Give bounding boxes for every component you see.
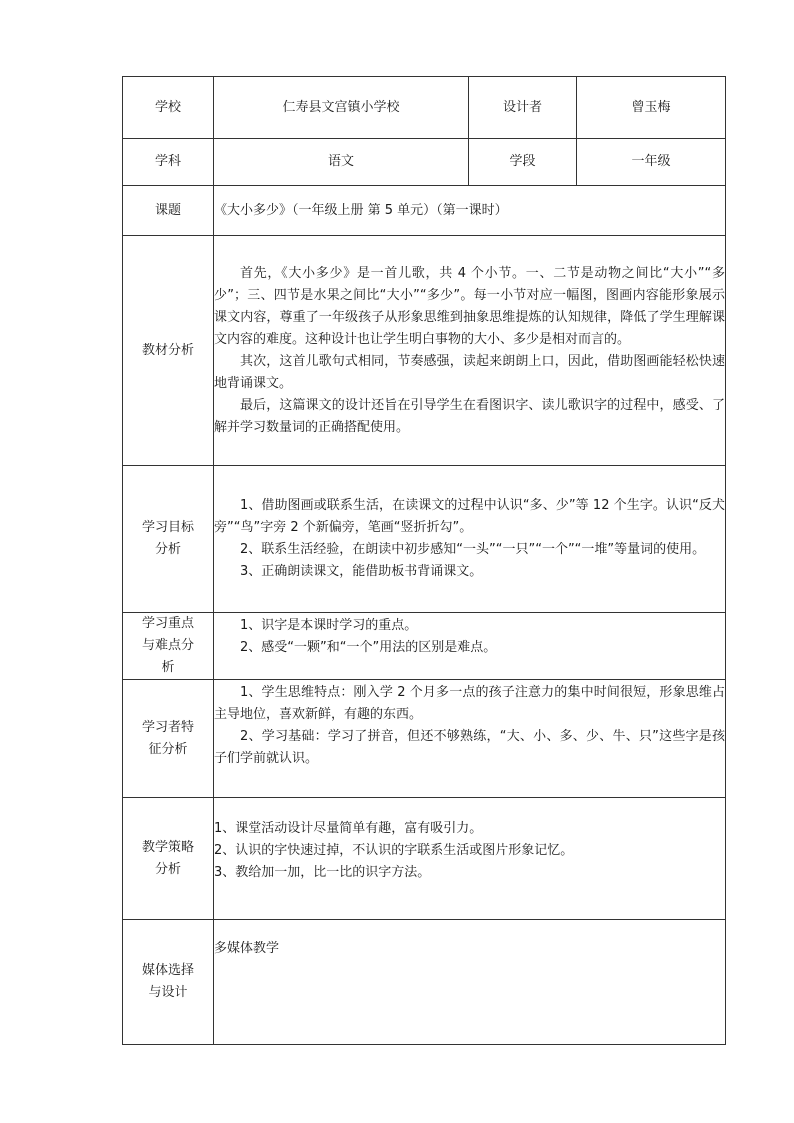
learners-label: 学习者特征分析 [141, 719, 194, 757]
objectives-row [123, 466, 726, 613]
objectives-label: 学习目标分析 [141, 520, 194, 557]
school-label: 学校 [123, 77, 214, 139]
strategy-content [214, 798, 726, 920]
strategy-item: 3、教给加一加，比一比的识字方法。 [214, 865, 431, 880]
material-content [214, 236, 726, 466]
focus-item: 2、感受“一颗”和“一个”用法的区别是难点。 [240, 640, 497, 655]
subject-value: 语文 [214, 139, 469, 186]
designer-value: 曾玉梅 [577, 77, 726, 139]
media-label: 媒体选择与设计 [141, 963, 194, 1000]
school-row [123, 77, 726, 139]
focus-label: 学习重点与难点分析 [141, 616, 194, 675]
school-value: 仁寿县文宫镇小学校 [214, 77, 469, 139]
objective-item: 3、正确朗读课文，能借助板书背诵课文。 [240, 564, 483, 579]
material-paragraph: 首先，《大小多少》是一首儿歌，共 4 个小节。一、二节是动物之间比“大小”“多少”；三、四节是水果之间比“大小”“多少”。每一小节对应一幅图，图画内容能形象展示课文内容，尊重了一年级孩子从形象思维到抽象思维提炼的认知规律，降低了学生理解课文内容的难度。这种设计也让学生明白事物的大小、多少是相对而言的。 [214, 265, 725, 347]
topic-row [123, 186, 726, 236]
material-label: 教材分析 [141, 342, 194, 358]
subject-label: 学科 [123, 139, 214, 186]
objective-item: 1、借助图画或联系生活，在读课文的过程中认识“多、少”等 12 个生字。认识“反犬旁”“鸟”字旁 2 个新偏旁，笔画“竖折折勾”。 [214, 498, 725, 535]
lesson-design-table [122, 76, 726, 1045]
media-value: 多媒体教学 [214, 920, 726, 1045]
learners-content [214, 680, 726, 798]
subject-row [123, 139, 726, 186]
designer-label: 设计者 [469, 77, 577, 139]
strategy-row [123, 798, 726, 920]
objective-item: 2、联系生活经验，在朗读中初步感知“一头”“一只”“一个”“一堆”等量词的使用。 [240, 542, 706, 557]
material-paragraph: 最后，这篇课文的设计还旨在引导学生在看图识字、读儿歌识字的过程中，感受、了解并学习数量词的正确搭配使用。 [214, 397, 725, 435]
grade-value: 一年级 [577, 139, 726, 186]
strategy-item: 2、认识的字快速过掉，不认识的字联系生活或图片形象记忆。 [214, 843, 574, 858]
material-paragraph: 其次，这首儿歌句式相同，节奏感强，读起来朗朗上口，因此，借助图画能轻松快速地背诵课文。 [214, 353, 725, 391]
focus-content [214, 613, 726, 680]
strategy-label: 教学策略分析 [141, 839, 194, 877]
material-row [123, 236, 726, 466]
focus-item: 1、识字是本课时学习的重点。 [240, 618, 418, 633]
topic-value: 《大小多少》（一年级上册 第 5 单元）（第一课时） [214, 186, 726, 236]
learner-item: 2、学习基础：学习了拼音，但还不够熟练，“大、小、多、少、牛、只”这些字是孩子们学前就认识。 [214, 729, 725, 766]
learner-item: 1、学生思维特点：刚入学 2 个月多一点的孩子注意力的集中时间很短，形象思维占主导地位，喜欢新鲜，有趣的东西。 [214, 685, 725, 722]
grade-label: 学段 [469, 139, 577, 186]
learners-row [123, 680, 726, 798]
strategy-item: 1、课堂活动设计尽量简单有趣，富有吸引力。 [214, 821, 483, 836]
focus-row [123, 613, 726, 680]
topic-label: 课题 [123, 186, 214, 236]
objectives-content [214, 466, 726, 613]
media-row [123, 920, 726, 1045]
